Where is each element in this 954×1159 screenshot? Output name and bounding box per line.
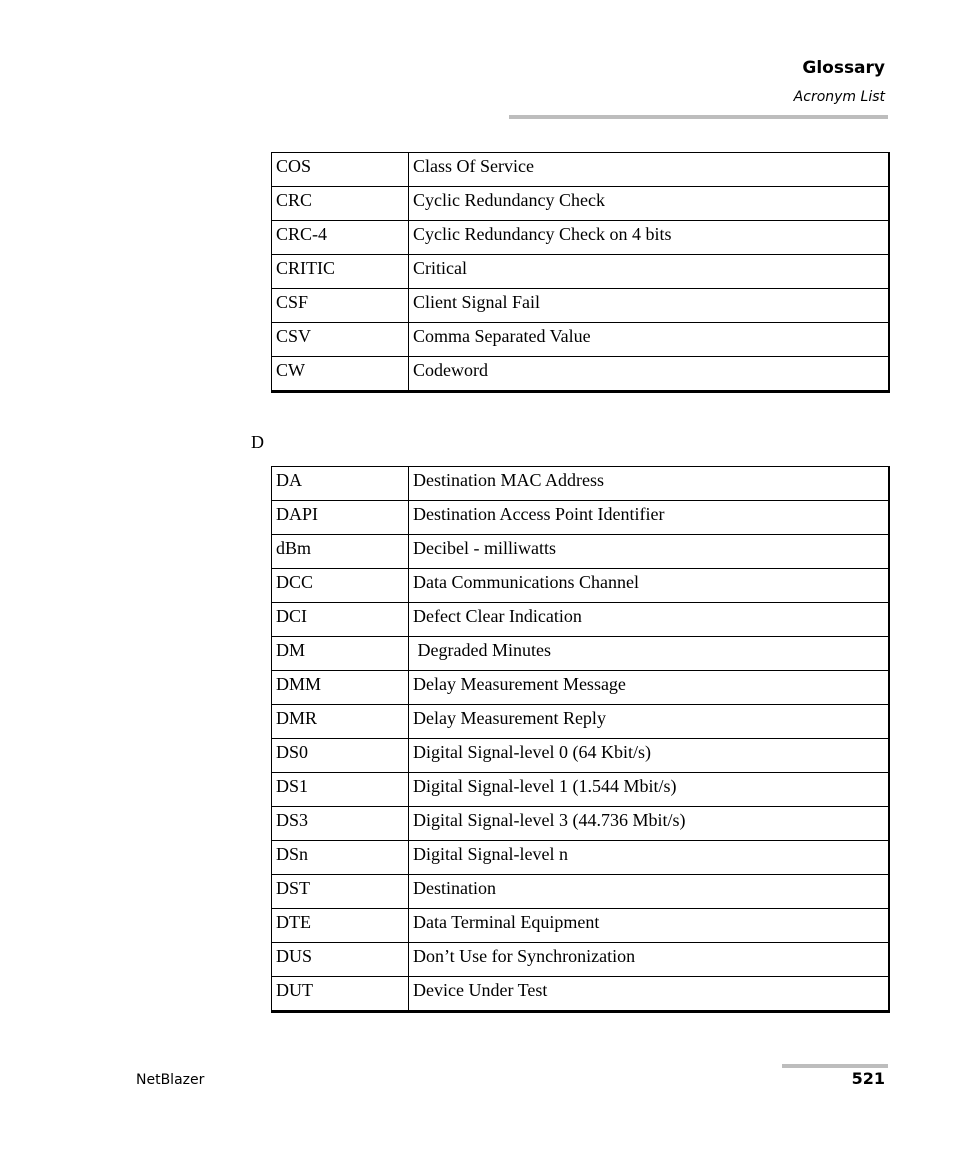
table-row <box>272 467 889 501</box>
definition-cell: Comma Separated Value <box>409 323 889 357</box>
definition-cell: Data Communications Channel <box>409 569 889 603</box>
acronym-cell: CW <box>272 357 409 392</box>
table-row <box>272 671 889 705</box>
table-row <box>272 637 889 671</box>
table-row <box>272 289 889 323</box>
table-row <box>272 535 889 569</box>
acronym-cell: CSF <box>272 289 409 323</box>
page-number: 521 <box>851 1069 885 1088</box>
header-divider <box>509 115 888 119</box>
table-row <box>272 705 889 739</box>
acronym-cell: DSn <box>272 841 409 875</box>
definition-cell: Delay Measurement Reply <box>409 705 889 739</box>
definition-cell: Critical <box>409 255 889 289</box>
definition-cell: Device Under Test <box>409 977 889 1012</box>
table-row <box>272 501 889 535</box>
definition-cell: Defect Clear Indication <box>409 603 889 637</box>
table-row <box>272 909 889 943</box>
definition-cell: Codeword <box>409 357 889 392</box>
definition-cell: Cyclic Redundancy Check <box>409 187 889 221</box>
table-row <box>272 603 889 637</box>
definition-cell: Digital Signal-level 3 (44.736 Mbit/s) <box>409 807 889 841</box>
acronym-cell: DS1 <box>272 773 409 807</box>
table-row <box>272 153 889 187</box>
definition-cell: Don’t Use for Synchronization <box>409 943 889 977</box>
table-row <box>272 773 889 807</box>
definition-cell: Data Terminal Equipment <box>409 909 889 943</box>
acronym-cell: DTE <box>272 909 409 943</box>
table-row <box>272 739 889 773</box>
acronym-cell: CRITIC <box>272 255 409 289</box>
table-row <box>272 255 889 289</box>
table-row <box>272 187 889 221</box>
acronym-cell: COS <box>272 153 409 187</box>
acronym-cell: DA <box>272 467 409 501</box>
table-row <box>272 875 889 909</box>
definition-cell: Digital Signal-level 0 (64 Kbit/s) <box>409 739 889 773</box>
table-row <box>272 323 889 357</box>
definition-cell: Destination <box>409 875 889 909</box>
definition-cell: Digital Signal-level n <box>409 841 889 875</box>
acronym-cell: CRC <box>272 187 409 221</box>
acronym-table-d <box>271 466 890 1013</box>
acronym-cell: DMR <box>272 705 409 739</box>
acronym-table-c <box>271 152 890 393</box>
definition-cell: Destination Access Point Identifier <box>409 501 889 535</box>
table-row <box>272 977 889 1012</box>
acronym-cell: DM <box>272 637 409 671</box>
table-row <box>272 221 889 255</box>
table-row <box>272 357 889 392</box>
acronym-cell: DCI <box>272 603 409 637</box>
definition-cell: Delay Measurement Message <box>409 671 889 705</box>
acronym-cell: DMM <box>272 671 409 705</box>
acronym-cell: dBm <box>272 535 409 569</box>
table-row <box>272 841 889 875</box>
definition-cell: Destination MAC Address <box>409 467 889 501</box>
table-row <box>272 943 889 977</box>
acronym-cell: DS0 <box>272 739 409 773</box>
acronym-cell: DUT <box>272 977 409 1012</box>
table-row <box>272 569 889 603</box>
footer-product-name: NetBlazer <box>136 1072 205 1088</box>
definition-cell: Decibel - milliwatts <box>409 535 889 569</box>
page-header-title: Glossary <box>802 58 885 78</box>
acronym-cell: DAPI <box>272 501 409 535</box>
section-letter-d: D <box>251 432 264 452</box>
definition-cell: Client Signal Fail <box>409 289 889 323</box>
page-header-subtitle: Acronym List <box>793 89 885 105</box>
definition-cell: Digital Signal-level 1 (1.544 Mbit/s) <box>409 773 889 807</box>
footer-divider <box>782 1064 888 1068</box>
definition-cell: Degraded Minutes <box>409 637 889 671</box>
table-row <box>272 807 889 841</box>
acronym-cell: DS3 <box>272 807 409 841</box>
acronym-cell: CSV <box>272 323 409 357</box>
acronym-cell: DST <box>272 875 409 909</box>
definition-cell: Class Of Service <box>409 153 889 187</box>
acronym-cell: CRC-4 <box>272 221 409 255</box>
definition-cell: Cyclic Redundancy Check on 4 bits <box>409 221 889 255</box>
acronym-cell: DUS <box>272 943 409 977</box>
acronym-cell: DCC <box>272 569 409 603</box>
